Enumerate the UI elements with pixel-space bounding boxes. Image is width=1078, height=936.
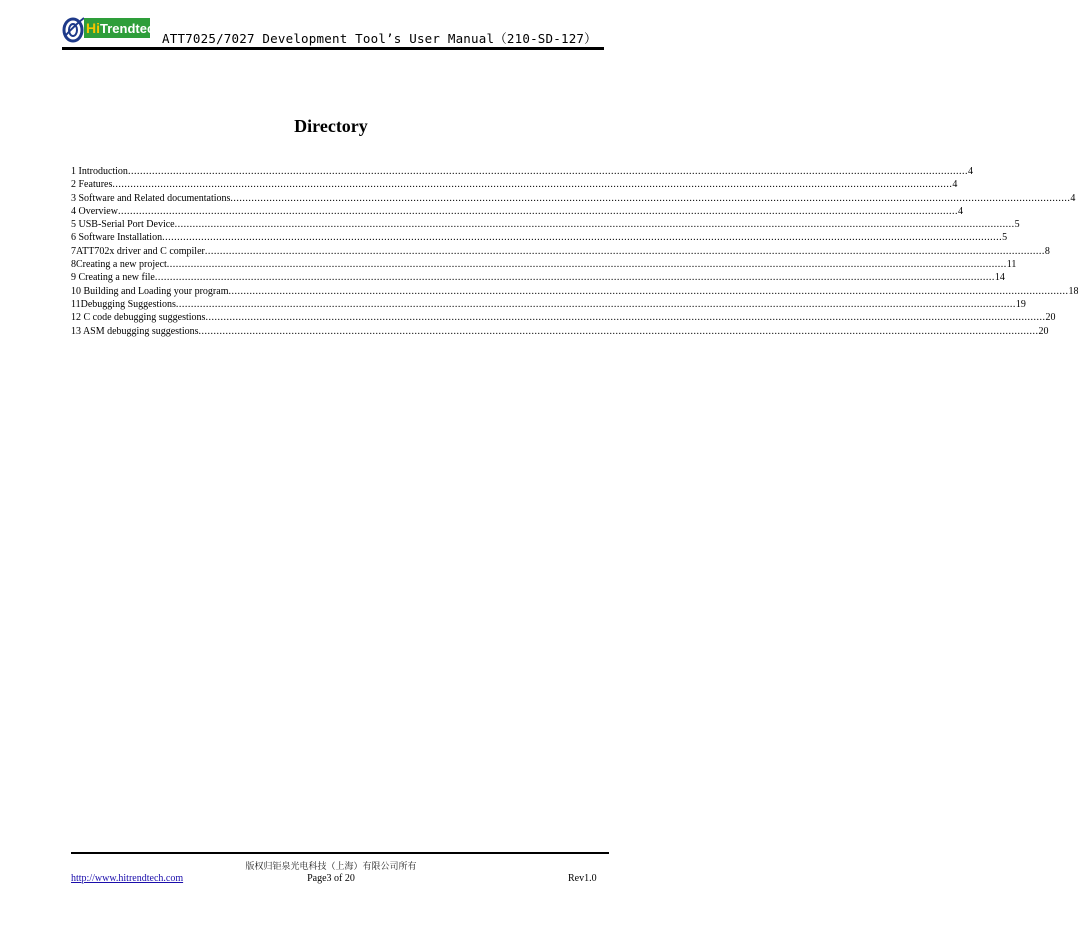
toc-entry[interactable] [71,298,1026,311]
toc-entry[interactable] [71,285,1078,298]
toc-leader-dots [167,258,1007,271]
copyright-notice: 版权归钜泉光电科技（上海）有限公司所有 [245,862,417,872]
header-divider [62,47,604,50]
svg-text:Trendtech: Trendtech [100,21,163,36]
toc-entry-page: 4 [967,166,973,177]
toc-leader-dots [176,298,1016,311]
toc-leader-dots [128,165,968,178]
toc-entry-page: 19 [1015,298,1026,310]
footer-divider [71,852,609,854]
page-header [62,12,604,52]
toc-entry-title: 8Creating a new project [71,259,167,271]
website-link[interactable]: http://www.hitrendtech.com [71,873,184,884]
toc-entry-page: 20 [1045,312,1056,324]
toc-entry[interactable] [71,325,1049,338]
toc-leader-dots [199,325,1039,338]
toc-entry[interactable] [71,271,1005,284]
toc-entry-title: 5 USB-Serial Port Device [71,219,175,231]
page-number: Page3 of 20 [307,873,355,884]
toc-entry[interactable] [71,165,973,178]
toc-entry[interactable] [71,178,958,191]
toc-entry-title: 11Debugging Suggestions [71,298,176,310]
toc-entry[interactable] [71,205,963,218]
toc-entry-page: 4 [957,205,963,217]
toc-entry[interactable] [71,311,1056,324]
toc-entry-title: 10 Building and Loading your program [71,285,229,297]
revision-label: Rev1.0 [568,873,597,884]
toc-leader-dots [162,231,1002,244]
toc-leader-dots [228,285,1068,298]
toc-entry-page: 4 [952,179,958,191]
toc-leader-dots [118,205,958,218]
toc-entry-title: 9 Creating a new file [71,272,155,284]
toc-entry-page: 8 [1044,245,1050,257]
page-title: Directory [294,116,368,136]
toc-leader-dots [112,178,952,191]
toc-entry-title: 4 Overview [71,205,118,217]
toc-entry-title: 12 C code debugging suggestions [71,312,206,324]
toc-entry-title: 13 ASM debugging suggestions [71,325,199,337]
toc-leader-dots [205,311,1045,324]
svg-text:Hi: Hi [86,20,100,36]
toc-entry-page: 5 [1014,219,1020,231]
toc-entry-page: 14 [994,272,1005,284]
toc-entry-page: 20 [1038,325,1049,337]
toc-leader-dots [175,218,1015,231]
toc-entry-page: 11 [1006,259,1017,271]
toc-entry[interactable] [71,192,1076,205]
toc-entry[interactable] [71,245,1050,258]
toc-entry-title: 7ATT702x driver and C compiler [71,245,205,257]
table-of-contents [71,165,1078,338]
document-header-title: ATT7025/7027 Development Tool’s User Manual（210-SD-127） [162,31,597,46]
toc-entry-title: 3 Software and Related documentations [71,192,231,204]
toc-entry-page: 4 [1070,192,1076,204]
toc-entry-page: 18 [1068,285,1078,297]
toc-leader-dots [230,192,1070,205]
toc-entry-title: 6 Software Installation [71,232,163,244]
toc-leader-dots [155,271,995,284]
toc-entry-page: 5 [1002,232,1008,244]
toc-entry[interactable] [71,258,1017,271]
toc-entry[interactable] [71,218,1020,231]
toc-leader-dots [205,245,1045,258]
hitrendtech-logo [62,14,163,44]
toc-entry[interactable] [71,231,1008,244]
toc-entry-title: 2 Features [71,179,113,191]
toc-entry-title: 1 Introduction [71,166,128,177]
